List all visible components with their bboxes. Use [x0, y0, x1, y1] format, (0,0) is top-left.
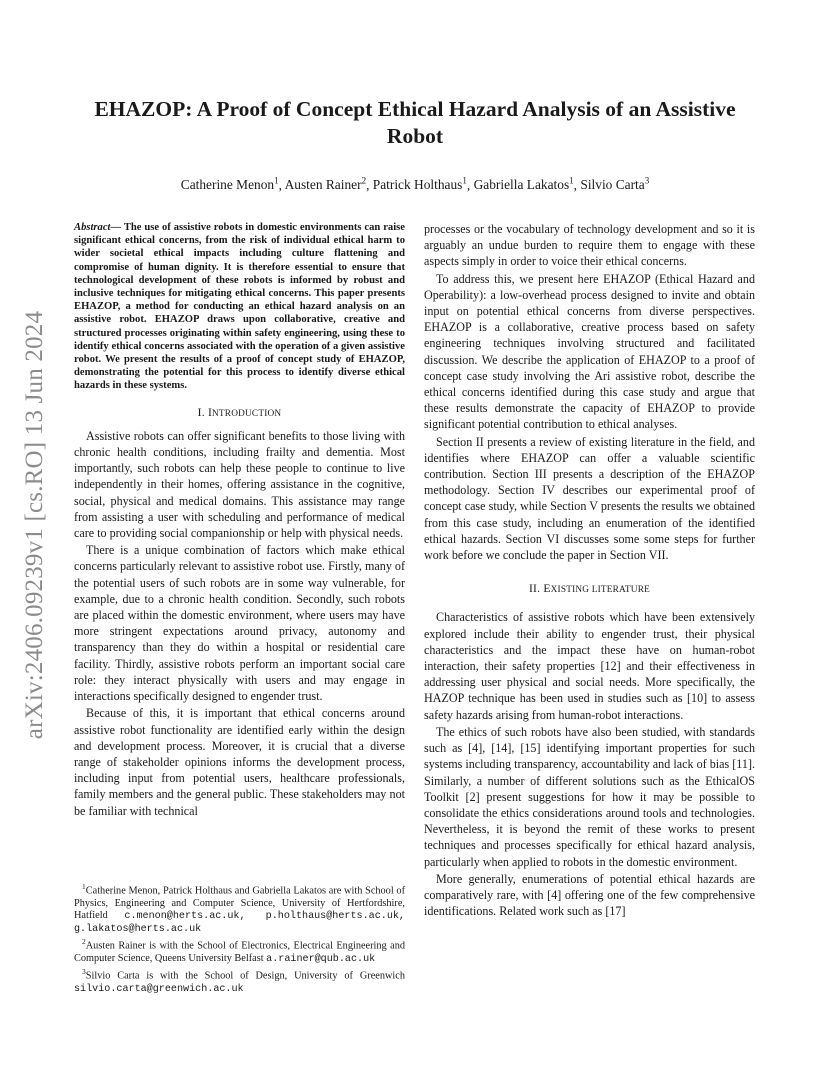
footnote: $^3$Silvio Carta is with the School of Design, University of Greenwich silvio.carta@greenwich.ac.uk	[74, 967, 405, 995]
arxiv-identifier-text: arXiv:2406.09239v1 [cs.RO] 13 Jun 2024	[21, 310, 48, 740]
footnote-email: c.menon@herts.ac.uk, p.holthaus@herts.ac.uk, g.lakatos@herts.ac.uk	[74, 910, 405, 936]
footnotes	[74, 881, 405, 996]
footnote-email: silvio.carta@greenwich.ac.uk	[74, 983, 244, 995]
abstract: Abstract— The use of assistive robots in domestic environments can raise significant ethical concerns, from the risk of individual ethical harm to wider societal ethical impacts including culture flattening and compromise of human dignity. It is therefore essential to ensure that technological development of these robots is informed by robust and inclusive techniques for mitigating ethical concerns. This paper presents EHAZOP, a method for conducting an ethical hazard analysis on an assistive robot. EHAZOP draws upon collaborative, creative and structured processes originating within safety engineering, using these to identify ethical concerns associated with the operation of a given assistive robot. We present the results of a proof of concept study of EHAZOP, demonstrating the potential for this process to identify diverse ethical hazards in these systems.	[74, 222, 405, 392]
body-paragraph: Characteristics of assistive robots which have been extensively explored include their ability to engender trust, their physical characteristics and the impact these have on human-robot interaction, their safety properties [12] and their effectiveness in addressing user physical and social needs. More specifically, the HAZOP technique has been used in studies such as [10] to assess safety hazards arising from human-robot interactions.	[424, 610, 755, 722]
footnote: $^2$Austen Rainer is with the School of Electronics, Electrical Engineering and Computer Science, Queens University Belfast a.rainer@qub.ac.uk	[74, 937, 405, 965]
section-heading-introduction: I. INTRODUCTION	[197, 405, 282, 419]
footnote-email: a.rainer@qub.ac.uk	[266, 953, 376, 965]
author: Silvio Carta$^3$	[580, 176, 650, 193]
body-paragraph: More generally, enumerations of potential ethical hazards are comparatively rare, with [4] offering one of the few comprehensive identifications. Related work such as [17]	[424, 871, 755, 919]
author: Patrick Holthaus$^1$	[372, 176, 467, 193]
arxiv-identifier-stamp	[20, 290, 50, 760]
author: Austen Rainer$^2$	[284, 176, 367, 193]
abstract-text: The use of assistive robots in domestic environments can raise significant ethical concerns, from the risk of individual ethical harm to wider societal ethical impacts including culture flattening and compromise of human dignity. It is therefore essential to ensure that technological development of these robots is informed by robust and inclusive techniques for mitigating ethical concerns. This paper presents EHAZOP, a method for conducting an ethical hazard analysis on an assistive robot. EHAZOP draws upon collaborative, creative and structured processes originating within safety engineering, using these to identify ethical concerns associated with the operation of a given assistive robot. We present the results of a proof of concept study of EHAZOP, demonstrating the potential for this process to identify diverse ethical hazards in these systems.	[74, 222, 405, 392]
author-list: Catherine Menon$^1$, Austen Rainer$^2$, Patrick Holthaus$^1$, Gabriella Lakatos$^1$, Silvio Carta$^3$	[180, 176, 650, 193]
body-paragraph: Section II presents a review of existing literature in the field, and identifies where EHAZOP can offer a valuable scientific contribution. Section III presents a description of the EHAZOP methodology. Section IV describes our experimental proof of concept case study, while Section V presents the results we obtained from this case study, including an enumeration of the identified ethical hazards. Section VI discusses some some steps for further work before we conclude the paper in Section VII.	[424, 434, 755, 563]
body-paragraph: Because of this, it is important that ethical concerns around assistive robot functionality are identified early within the design and development process. Moreover, it is crucial that a diverse range of stakeholder opinions informs the development process, including input from potential users, healthcare professionals, family members and the general public. These stakeholders may not be familiar with technical	[74, 706, 405, 818]
right-column	[424, 221, 755, 920]
author: Catherine Menon$^1$	[180, 176, 279, 193]
abstract-label: Abstract	[74, 222, 111, 233]
body-paragraph: There is a unique combination of factors which make ethical concerns particularly relevant to assistive robot use. Firstly, many of the potential users of such robots are in some way vulnerable, for example, due to a chronic health condition. Secondly, such robots are placed within the domestic environment, where users may have more stringent expectations around privacy, autonomy and transparency than they do within a hospital or residential care facility. Thirdly, assistive robots perform an important social care role: they interact physically with users and may engage in interactions specifically designed to engender trust.	[74, 543, 405, 704]
section-heading-existing-literature: II. EXISTING LITERATURE	[528, 582, 651, 596]
footnote: $^1$Catherine Menon, Patrick Holthaus and Gabriella Lakatos are with School of Physics, Engineering and Computer Science, University of Hertfordshire, Hatfield c.menon@herts.ac.uk, p.holthaus@herts.ac.uk, g.lakatos@herts.ac.uk	[74, 882, 405, 936]
left-column	[74, 221, 405, 820]
body-paragraph: processes or the vocabulary of technology development and so it is arguably an undue burden to require them to engage with these aspects simply in order to voice their ethical concerns.	[424, 222, 755, 269]
paper-title: EHAZOP: A Proof of Concept Ethical Hazard Analysis of an Assistive Robot	[94, 97, 736, 148]
body-paragraph: Assistive robots can offer significant benefits to those living with chronic health conditions, including frailty and dementia. Most importantly, such robots can help these people to continue to live independently in their homes, offering assistance in the cognitive, social, physical and medical domains. This assistance may range from assisting a user with scheduling and performance of medical care to providing social companionship or help with physical needs.	[74, 428, 405, 541]
body-paragraph: To address this, we present here EHAZOP (Ethical Hazard and Operability): a low-overhead process designed to invite and obtain input on potential ethical concerns from diverse perspectives. EHAZOP is a collaborative, creative process based on safety engineering techniques involving structured and facilitated discussion. We describe the application of EHAZOP to a proof of concept case study involving the Ari assistive robot, describe the ethical concerns identified during this case study and argue that these results demonstrate the capacity of EHAZOP to provide significant potential contribution to ethical analyses.	[424, 271, 755, 432]
author: Gabriella Lakatos$^1$	[473, 176, 574, 193]
body-paragraph: The ethics of such robots have also been studied, with standards such as [4], [14], [15] identifying important properties for such systems including transparency, accountability and lack of bias [11]. Similarly, a number of different solutions such as the EthicalOS Toolkit [2] present suggestions for how it may be possible to consolidate the ethics considerations around tools and technologies. Nevertheless, it is beyond the remit of these works to present techniques and processes specifically for ethical hazard analysis, particularly when applied to robots in the domestic environment.	[424, 724, 755, 869]
